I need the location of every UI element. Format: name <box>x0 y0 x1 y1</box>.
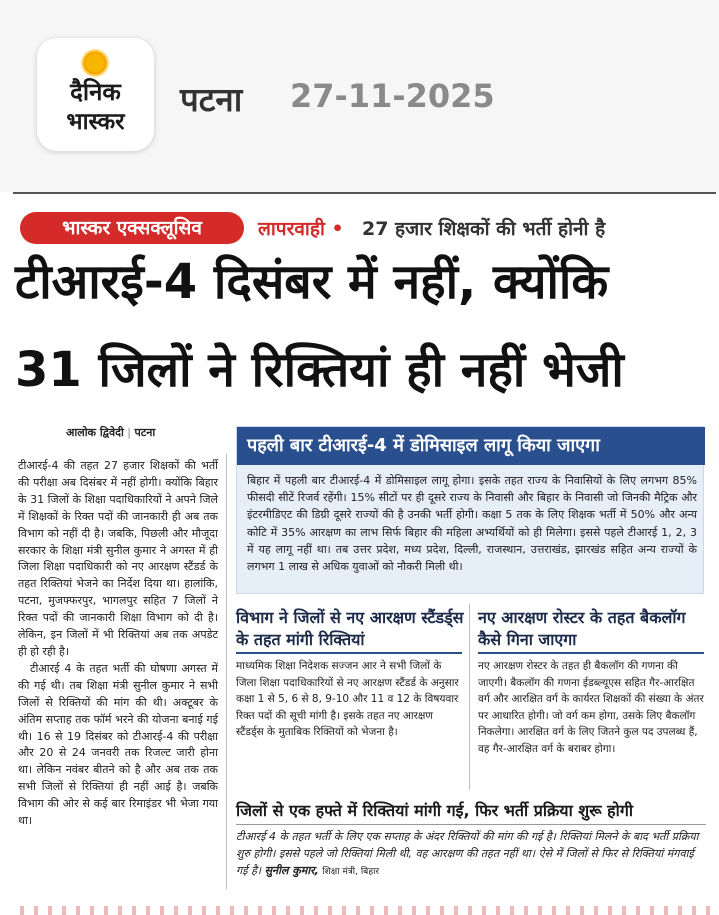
headline-line-1: टीआरई-4 दिसंबर में नहीं, क्योंकि <box>15 254 609 310</box>
logo-line-2: भास्कर <box>66 109 125 135</box>
sun-icon <box>80 48 110 78</box>
kicker-text: 27 हजार शिक्षकों की भर्ती होनी है <box>362 218 606 240</box>
recruitment-box-title: जिलों से एक हफ्ते में रिक्तियां मांगी गई, फिर भर्ती प्रक्रिया शुरू होगी <box>236 801 633 820</box>
byline-separator: | <box>123 426 135 439</box>
edition-date: 27-11-2025 <box>290 77 495 115</box>
quote-speaker: सुनील कुमार, <box>264 864 319 877</box>
domicile-box-title: पहली बार टीआरई-4 में डोमिसाइल लागू किया जाएगा <box>237 427 705 465</box>
article-paragraph-1: टीआरई-4 की तहत 27 हजार शिक्षकों की भर्ती की परीक्षा अब दिसंबर में नहीं होगी। क्योंकि बिहार के 31 जिलों के शिक्षा पदाधिकारियों ने अपने जिले में शिक्षकों के रिक्त पदों की जानकारी ही अब तक विभाग को नहीं दी है। जबकि, पिछली और मौजूदा सरकार के शिक्षा मंत्री सुनील कुमार ने अगस्त में ही जिला शिक्षा पदाधिकारी को नए आरक्षण स्टैंडर्ड के तहत रिक्तियां भेजने का निर्देश दिया था। हालांकि, पटना, मुजफ्फरपुर, भागलपुर सहित 7 जिलों ने रिक्त पदों की जानकारी शिक्षा विभाग को दी है। लेकिन, इन जिलों में भी रिक्तियां अब तक अपडेट ही हो रही है। <box>18 459 218 658</box>
edition-city: पटना <box>180 80 243 119</box>
backlog-section-title: नए आरक्षण रोस्टर के तहत बैकलॉग कैसे गिना जाएगा <box>478 608 686 649</box>
domicile-info-box <box>236 426 704 594</box>
byline-author: आलोक द्विवेदी <box>66 426 124 439</box>
backlog-section-body: नए आरक्षण रोस्टर के तहत ही बैकलॉग की गणना की जाएगी। बैकलॉग की गणना ईडब्ल्यूएस सहित गैर-आरक्षित वर्ग और आरक्षित वर्ग के कार्यरत शिक्षकों की संख्या के अंतर पर आधारित होगी। जो वर्ग कम होगा, उसके लिए बैकलॉग निकलेगा। आरक्षित वर्ग के लिए जितने कुल पद उपलब्ध हैं, वह गैर-आरक्षित वर्ग के बराबर होगा। <box>478 660 704 755</box>
byline-place: पटना <box>134 426 156 439</box>
recruitment-box-body <box>236 828 706 881</box>
main-article-column <box>18 458 218 830</box>
backlog-section-rule <box>478 652 704 654</box>
page-header <box>0 0 719 192</box>
article-paragraph-2: टीआरई 4 के तहत भर्ती की घोषणा अगस्त में की गई थी। तब शिक्षा मंत्री सुनील कुमार ने सभी जिलों से रिक्तियों की मांग की थी। अक्टूबर के अंतिम सप्ताह तक फॉर्म भरने की योजना बनाई गई थी। 16 से 19 दिसंबर को टीआरई-4 की परीक्षा और 20 से 24 जनवरी तक रिजल्ट जारी होना था। लेकिन नवंबर बीतने को है और अब तक तक सभी जिलों से रिक्तियां ही नहीं आई है। जबकि विभाग की ओर से कई बार रिमाइंडर भी भेजा गया था। <box>18 661 218 828</box>
logo-line-1: दैनिक <box>70 78 121 106</box>
recruitment-box-rule <box>236 824 706 825</box>
recruitment-quote: टीआरई 4 के तहत भर्ती के लिए एक सप्ताह के अंदर रिक्तियों की मांग की गई है। रिक्तियां मिलने के बाद भर्ती प्रक्रिया शुरु होगी। इससे पहले जो रिक्तियां मिली थी, वह आरक्षण की तहत नहीं था। ऐसे में जिलों से फिर से रिक्तियां मंगवाई गई है। <box>236 830 699 877</box>
newspaper-logo <box>37 38 154 151</box>
exclusive-badge: भास्कर एक्सक्लूसिव <box>20 212 244 244</box>
headline-line-2: 31 जिलों ने रिक्तियां ही नहीं भेजी <box>15 342 624 398</box>
vacancies-section-title: विभाग ने जिलों से नए आरक्षण स्टैंडर्ड्स के तहत मांगी रिक्तियां <box>236 608 464 649</box>
vacancies-section-rule <box>236 652 462 654</box>
header-divider <box>13 192 716 194</box>
quote-speaker-title: शिक्षा मंत्री, बिहार <box>322 867 380 877</box>
section-divider <box>469 604 470 790</box>
domicile-box-body: बिहार में पहली बार टीआरई-4 में डोमिसाइल लागू होगा। इसके तहत राज्य के निवासियों के लिए लगभग 85% फीसदी सीटें रिजर्व रहेंगी। 15% सीटों पर ही दूसरे राज्य के निवासी और बिहार के निवासी जो जिनकी मैट्रिक और इंटरमीडिएट की डिग्री दूसरे राज्यों की है उनकी भर्ती होगी। कक्षा 5 तक के लिए शिक्षक भर्ती में 50% और अन्य कोटि में 35% आरक्षण का लाभ सिर्फ बिहार की महिला अभ्यर्थियों को ही मिलेगा। इससे पहले टीआरई 1, 2, 3 में यह लागू नहीं था। तब उत्तर प्रदेश, मध्य प्रदेश, दिल्ली, राजस्थान, उत्तराखंड, झारखंड सहित अन्य राज्यों के लगभग 1 लाख से अधिक युवाओं को नौकरी मिली थी। <box>247 474 697 574</box>
kicker-label: लापरवाही • <box>258 218 344 240</box>
column-divider <box>226 454 227 889</box>
cropped-next-article <box>20 906 710 915</box>
byline <box>66 425 155 440</box>
vacancies-section-body: माध्यमिक शिक्षा निदेशक सज्जन आर ने सभी जिलों के जिला शिक्षा पदाधिकारियों से नए आरक्षण स्टैंडर्ड के अनुसार कक्षा 1 से 5, 6 से 8, 9-10 और 11 व 12 के विषयवार रिक्त पदों की सूची मांगी है। इसके तहत नए आरक्षण स्टैंडर्ड्स के मुताबिक रिक्तियों को भेजना है। <box>236 660 459 738</box>
